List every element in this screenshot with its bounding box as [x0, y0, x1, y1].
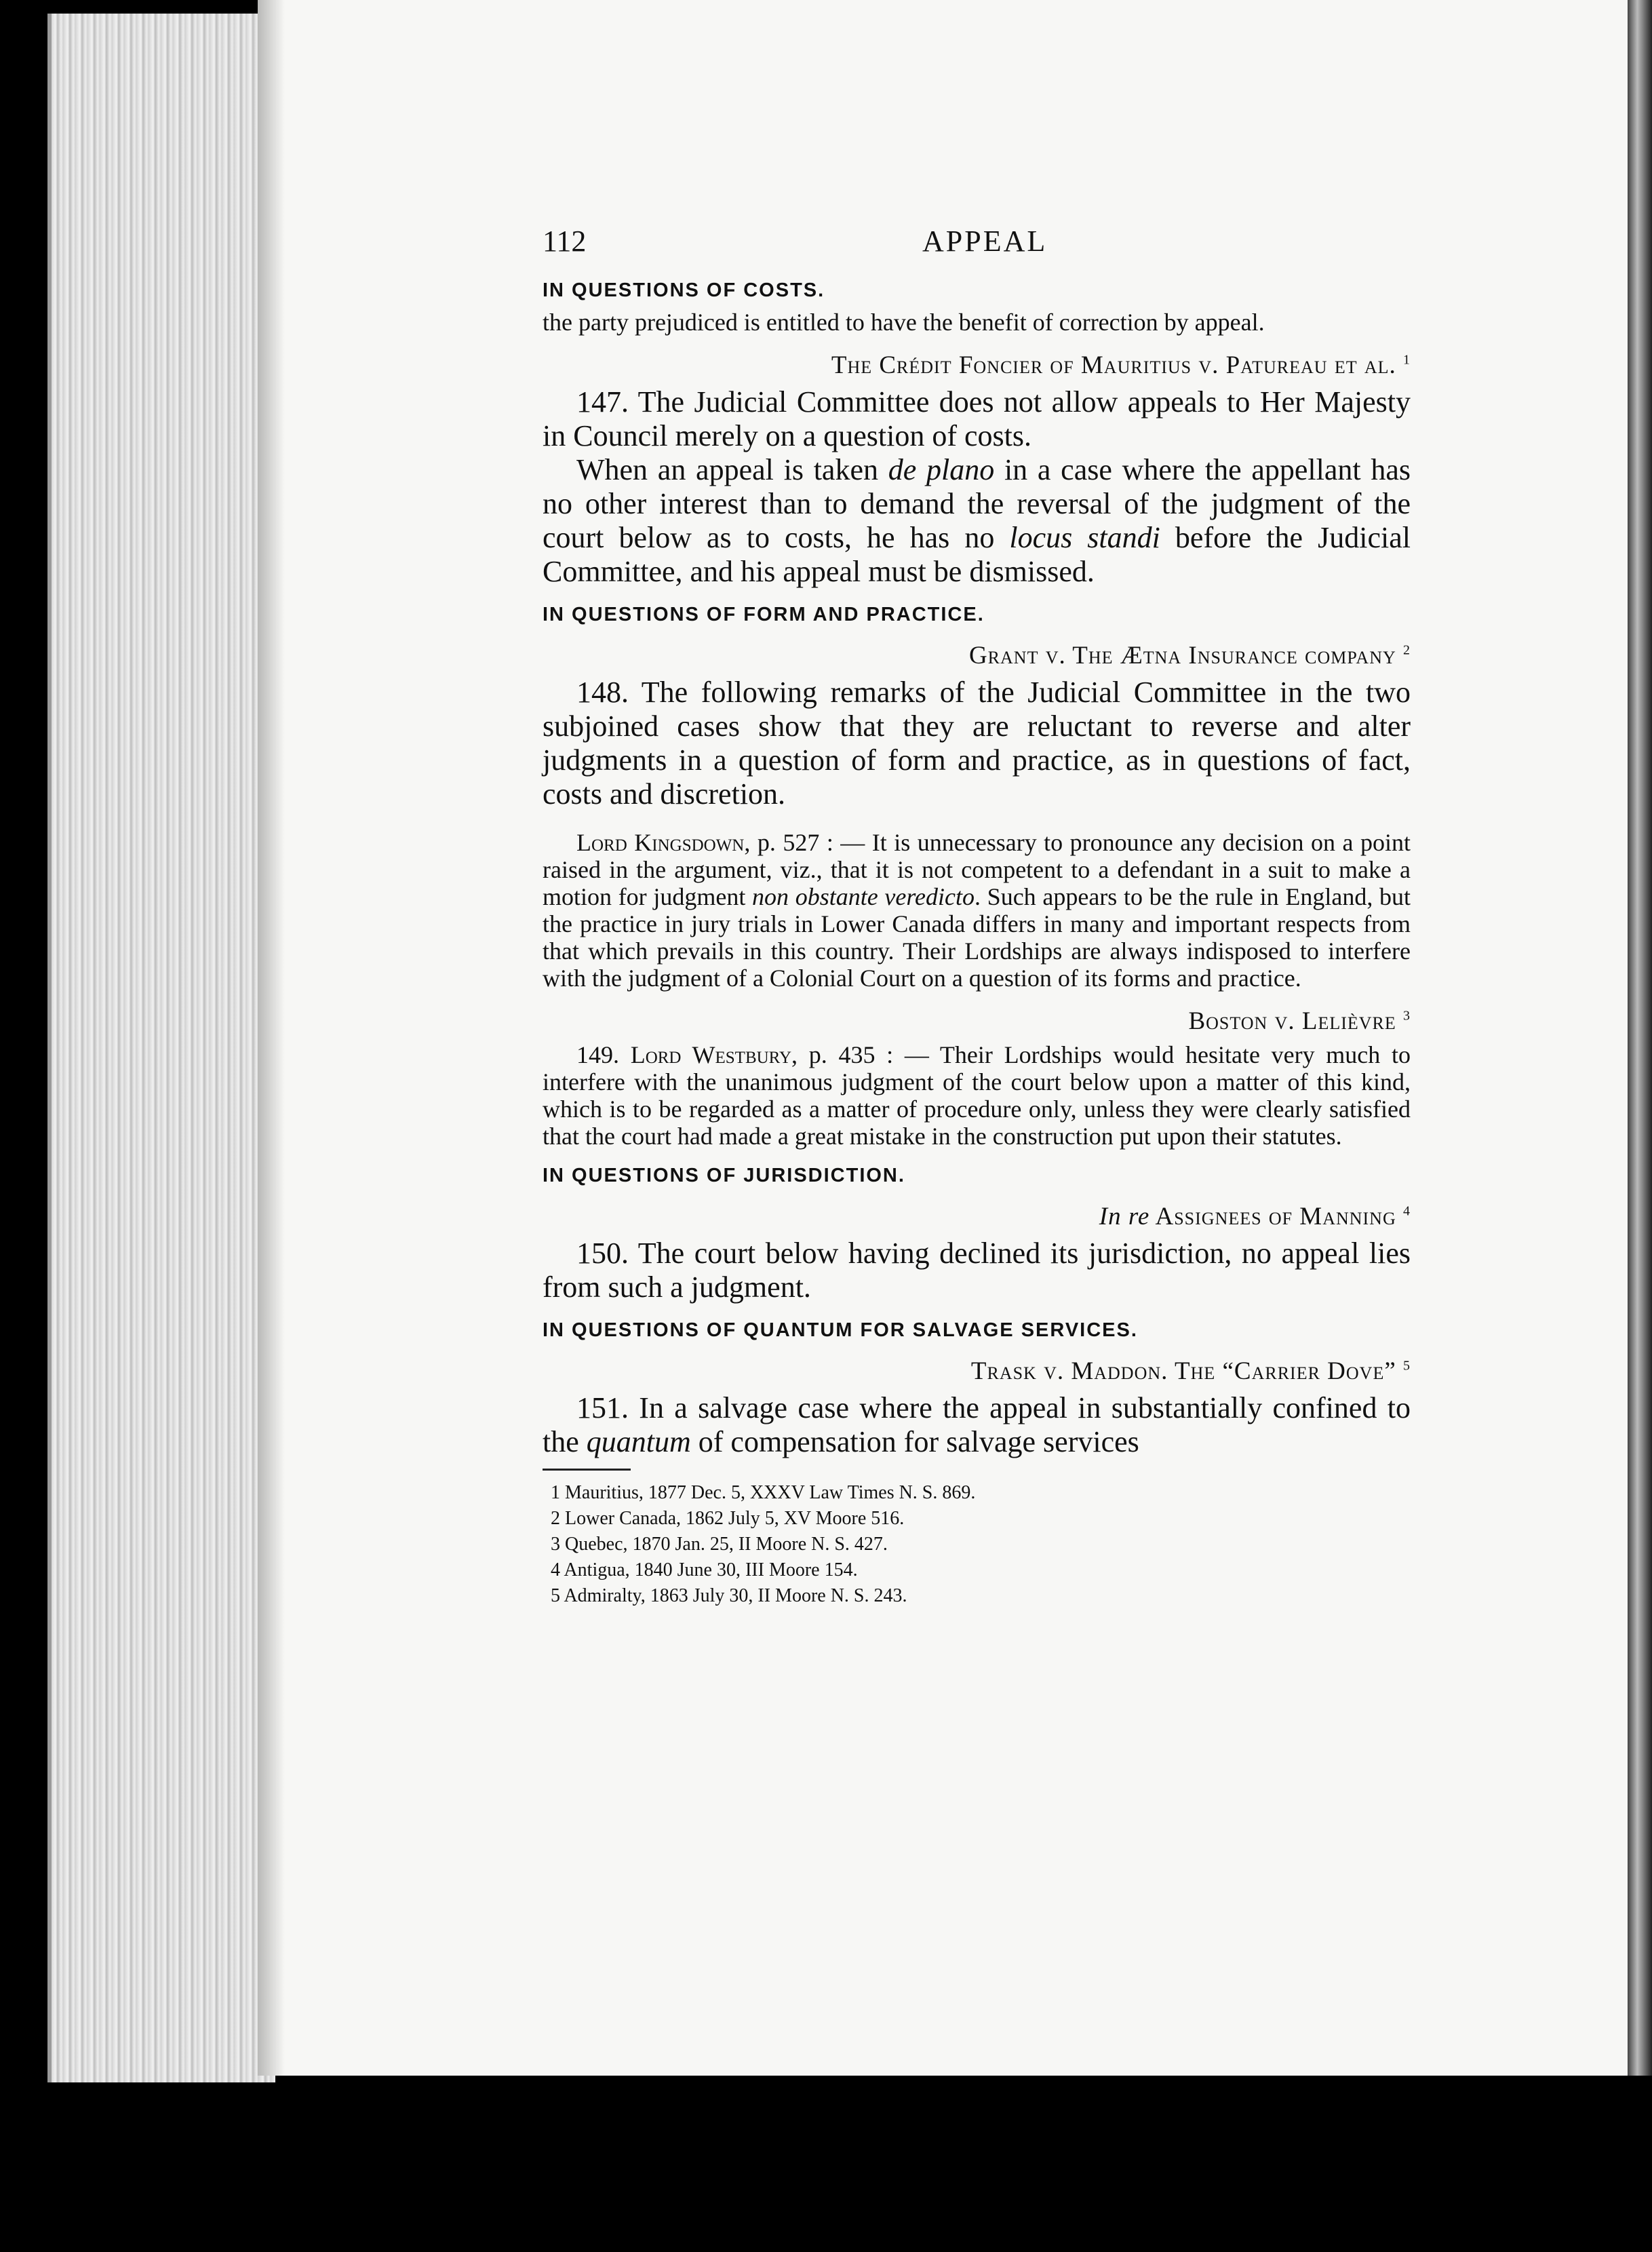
footnote-1: 1 Mauritius, 1877 Dec. 5, XXXV Law Times N. S. 869. [551, 1482, 976, 1503]
footnote-ref-5: 5 [1403, 1358, 1411, 1374]
footnote-ref-3: 3 [1403, 1008, 1411, 1024]
footnote-ref-2: 2 [1403, 642, 1411, 658]
footnote-ref-4: 4 [1403, 1203, 1411, 1219]
footnote-3: 3 Quebec, 1870 Jan. 25, II Moore N. S. 427. [551, 1534, 888, 1555]
costs-intro-text: the party prejudiced is entitled to have the benefit of correction by appeal. [543, 309, 1265, 336]
footnote-5: 5 Admiralty, 1863 July 30, II Moore N. S. 243. [551, 1585, 907, 1606]
case-citation-3: Boston v. Lelièvre $^3$ [1188, 1007, 1411, 1035]
case-citation-2: Grant v. The Ætna Insurance company $^2$ [968, 642, 1411, 669]
section-heading-costs: IN QUESTIONS OF COSTS. [543, 279, 825, 301]
paragraph-150: 150. The court below having declined its jurisdiction, no appeal lies from such a judgment. [543, 1237, 1411, 1304]
footnote-2: 2 Lower Canada, 1862 July 5, XV Moore 516. [551, 1508, 905, 1529]
running-head [543, 224, 1411, 265]
case-citation-4: In re Assignees of Manning $^4$ [1099, 1203, 1411, 1230]
quotation-kingsdown: Lord Kingsdown, p. 527 : — It is unnecessary to pronounce any decision on a point raised in the argument, viz., that it is not competent to a defendant in a suit to make a motion for judgment non obstante veredicto. Such appears to be the rule in England, but the practice in jury trials in Lower Canada differs in many and important respects from that which prevails in this country. Their Lordships are always indisposed to interfere with the judgment of a Colonial Court on a question of its forms and practice. [543, 829, 1411, 992]
paragraph-149: 149. Lord Westbury, p. 435 : — Their Lordships would hesitate very much to interfere with the unanimous judgment of the court below upon a matter of this kind, which is to be regarded as a matter of procedure only, unless they were clearly satisfied that the court had made a great mistake in the construction put upon their statutes. [543, 1041, 1411, 1150]
right-page-edge [1628, 0, 1652, 2076]
paragraph-147-cont: When an appeal is taken de plano in a case where the appellant has no other interest than to demand the reversal of the judgment of the court below as to costs, he has no locus standi before the Judicial Committee, and his appeal must be dismissed. [543, 453, 1411, 588]
section-heading-salvage: IN QUESTIONS OF QUANTUM FOR SALVAGE SERVICES. [543, 1319, 1138, 1341]
section-heading-form: IN QUESTIONS OF FORM AND PRACTICE. [543, 604, 985, 625]
case-citation-5: Trask v. Maddon. The “Carrier Dove” $^5$ [970, 1357, 1411, 1385]
footnote-ref-1: 1 [1403, 352, 1411, 368]
paragraph-151: 151. In a salvage case where the appeal in substantially confined to the quantum of compensation for salvage services [543, 1391, 1411, 1458]
footnote-rule [543, 1469, 631, 1471]
binding-shadow [258, 0, 285, 2076]
footnotes [543, 1480, 1411, 1609]
paragraph-147: 147. The Judicial Committee does not allow appeals to Her Majesty in Council merely on a question of costs. [543, 385, 1411, 452]
case-citation-1: The Crédit Foncier of Mauritius v. Patureau et al. $^1$ [831, 351, 1411, 379]
section-heading-jurisdiction: IN QUESTIONS OF JURISDICTION. [543, 1165, 905, 1186]
running-title: APPEAL [922, 225, 1048, 258]
page-number: 112 [543, 225, 587, 258]
paragraph-148: 148. The following remarks of the Judicial Committee in the two subjoined cases show that they are reluctant to reverse and alter judgments in a question of form and practice, as in questions of fact, costs and discretion. [543, 676, 1411, 811]
footnote-4: 4 Antigua, 1840 June 30, III Moore 154. [551, 1559, 858, 1580]
page-content [543, 224, 1411, 1609]
page-stack-edges [47, 14, 275, 2082]
